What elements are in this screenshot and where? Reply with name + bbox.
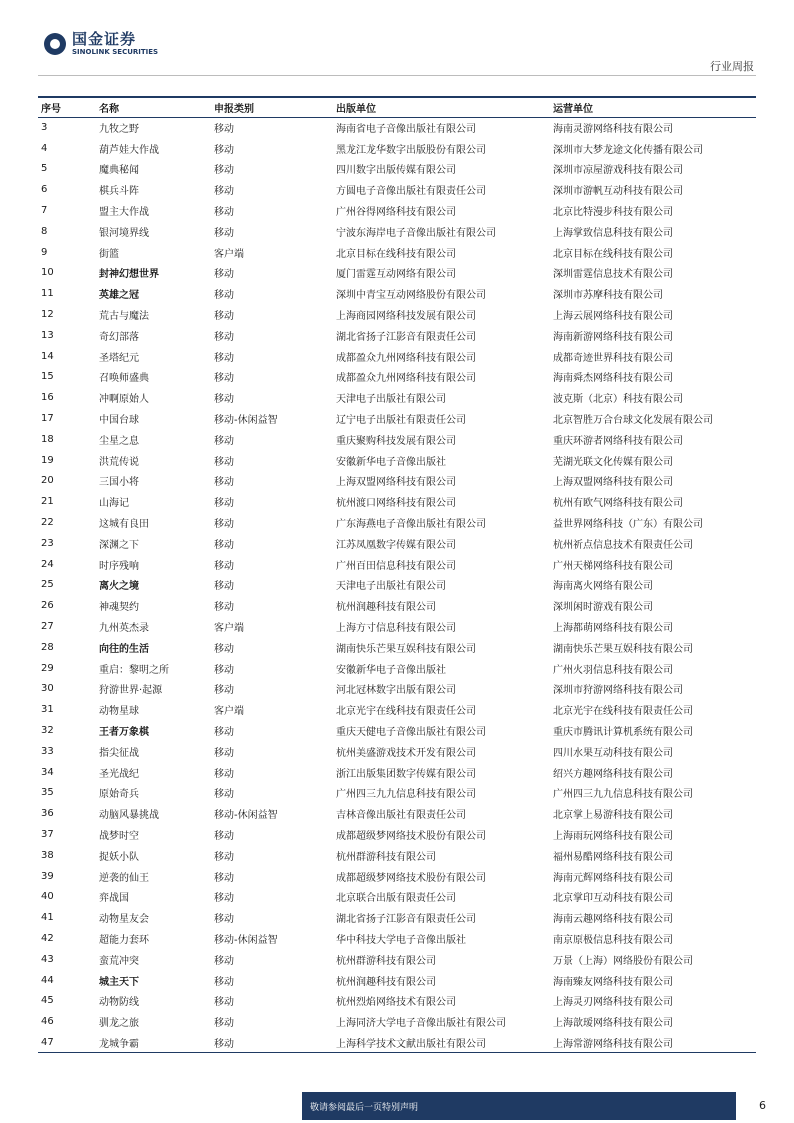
cell-category: 客户端 (214, 623, 244, 635)
cell-publisher: 上海科学技术文献出版社有限公司 (333, 1032, 550, 1053)
cell-publisher: 北京光宇在线科技有限责任公司 (336, 706, 476, 718)
table-row (38, 179, 756, 200)
cell-publisher: 北京联合出版有限责任公司 (336, 893, 456, 905)
cell-name: 尘星之息 (99, 435, 139, 447)
cell-operator: 北京掌上易游科技有限公司 (553, 810, 673, 822)
cell-category: 移动 (214, 768, 234, 780)
column-header-no: 序号 (38, 97, 96, 117)
cell-operator: 绍兴方趣网络科技有限公司 (553, 768, 673, 780)
cell-operator: 深圳市狩游网络科技有限公司 (553, 685, 683, 697)
cell-category: 移动 (214, 144, 234, 156)
cell-operator: 四川水果互动科技有限公司 (553, 747, 673, 759)
cell-category: 移动 (214, 539, 234, 551)
cell-publisher: 浙江出版集团数字传媒有限公司 (336, 768, 476, 780)
cell-name: 向往的生活 (99, 643, 149, 655)
table-row (38, 699, 756, 720)
cell-publisher: 上海商园网络科技发展有限公司 (336, 311, 476, 323)
cell-operator: 深圳闲时游戏有限公司 (553, 602, 653, 614)
cell-publisher: 宁波东海岸电子音像出版社有限公司 (336, 227, 496, 239)
table-body (38, 117, 756, 1053)
table-row (38, 741, 756, 762)
cell-publisher: 深圳中青宝互动网络股份有限公司 (336, 290, 486, 302)
cell-category: 移动 (214, 685, 234, 697)
table-row (38, 720, 756, 741)
cell-name: 盟主大作战 (99, 207, 149, 219)
cell-publisher: 重庆聚购科技发展有限公司 (336, 435, 456, 447)
cell-no: 36 (41, 808, 54, 820)
cell-publisher: 湖南快乐芒果互娱科技有限公司 (336, 643, 476, 655)
table-row (38, 429, 756, 450)
table-row (38, 907, 756, 928)
cell-operator: 北京比特漫步科技有限公司 (553, 207, 673, 219)
cell-name: 封神幻想世界 (99, 269, 159, 281)
cell-no: 22 (41, 517, 54, 529)
cell-publisher: 华中科技大学电子音像出版社 (336, 934, 466, 946)
cell-name: 动脑风暴挑战 (99, 810, 159, 822)
table-row (38, 1011, 756, 1032)
table-row (38, 283, 756, 304)
cell-category: 移动 (214, 435, 234, 447)
cell-no: 41 (41, 912, 54, 924)
cell-operator: 海南云趣网络科技有限公司 (553, 914, 673, 926)
cell-no: 24 (41, 558, 54, 570)
cell-name: 动物星球 (99, 706, 139, 718)
cell-name: 离火之境 (99, 581, 139, 593)
cell-publisher: 天津电子出版社有限公司 (336, 581, 446, 593)
table-row (38, 990, 756, 1011)
table-row (38, 346, 756, 367)
cell-name: 龙城争霸 (96, 1032, 211, 1053)
table-row (38, 949, 756, 970)
cell-operator: 南京原极信息科技有限公司 (553, 934, 673, 946)
table-row (38, 845, 756, 866)
cell-category: 移动 (211, 1032, 333, 1053)
column-header-publisher: 出版单位 (333, 97, 550, 117)
cell-publisher: 成都盈众九州网络科技有限公司 (336, 352, 476, 364)
cell-category: 移动 (214, 311, 234, 323)
cell-no: 9 (41, 246, 48, 258)
cell-publisher: 黑龙江龙华数字出版股份有限公司 (336, 144, 486, 156)
footer-disclaimer-bar (302, 1092, 736, 1120)
cell-category: 移动 (214, 789, 234, 801)
cell-operator: 上海云展网络科技有限公司 (553, 311, 673, 323)
cell-publisher: 杭州渡口网络科技有限公司 (336, 498, 456, 510)
cell-operator: 重庆环游者网络科技有限公司 (553, 435, 683, 447)
cell-name: 原始奇兵 (99, 789, 139, 801)
cell-category: 移动 (214, 581, 234, 593)
cell-operator: 上海灵刃网络科技有限公司 (553, 997, 673, 1009)
table-row (38, 533, 756, 554)
table-row (38, 471, 756, 492)
cell-publisher: 安徽新华电子音像出版社 (336, 456, 446, 468)
cell-no: 46 (41, 1016, 54, 1028)
cell-category: 移动 (214, 747, 234, 759)
table-row (38, 138, 756, 159)
cell-category: 移动 (214, 498, 234, 510)
cell-operator: 上海都萌网络科技有限公司 (553, 623, 673, 635)
cell-operator: 波克斯（北京）科技有限公司 (553, 394, 683, 406)
cell-publisher: 辽宁电子出版社有限责任公司 (336, 415, 466, 427)
cell-category: 移动 (214, 352, 234, 364)
cell-name: 超能力套环 (99, 934, 149, 946)
cell-name: 城主天下 (99, 976, 139, 988)
cell-category: 移动 (214, 165, 234, 177)
cell-name: 深渊之下 (99, 539, 139, 551)
cell-no: 18 (41, 433, 54, 445)
cell-operator: 深圳市游帆互动科技有限公司 (553, 186, 683, 198)
cell-operator: 成都奇迹世界科技有限公司 (553, 352, 673, 364)
table-row (38, 554, 756, 575)
cell-operator: 万景（上海）网络股份有限公司 (553, 955, 693, 967)
cell-category: 移动 (214, 976, 234, 988)
cell-no: 16 (41, 392, 54, 404)
cell-name: 冲啊原始人 (99, 394, 149, 406)
cell-category: 移动 (214, 269, 234, 281)
cell-category: 移动 (214, 664, 234, 676)
cell-category: 移动 (214, 872, 234, 884)
cell-publisher: 广州百田信息科技有限公司 (336, 560, 456, 572)
table-row (38, 325, 756, 346)
cell-no: 29 (41, 662, 54, 674)
cell-operator: 北京目标在线科技有限公司 (553, 248, 673, 260)
cell-publisher: 成都盈众九州网络科技有限公司 (336, 373, 476, 385)
cell-name: 召唤师盛典 (99, 373, 149, 385)
cell-category: 移动 (214, 207, 234, 219)
cell-operator: 海南元辉网络科技有限公司 (553, 872, 673, 884)
cell-name: 弈战国 (99, 893, 129, 905)
cell-category: 移动 (214, 997, 234, 1009)
cell-publisher: 湖北省扬子江影音有限责任公司 (336, 914, 476, 926)
cell-publisher: 上海双盟网络科技有限公司 (336, 477, 456, 489)
table-row (38, 762, 756, 783)
cell-category: 移动 (214, 851, 234, 863)
cell-no: 37 (41, 828, 54, 840)
cell-publisher: 广东海燕电子音像出版社有限公司 (336, 519, 486, 531)
cell-operator: 广州火羽信息科技有限公司 (553, 664, 673, 676)
table-row (38, 679, 756, 700)
cell-operator: 上海常游网络科技有限公司 (550, 1032, 756, 1053)
cell-no: 32 (41, 725, 54, 736)
cell-operator: 深圳市凉屋游戏科技有限公司 (553, 165, 683, 177)
cell-no: 34 (41, 766, 54, 778)
cell-publisher: 上海方寸信息科技有限公司 (336, 623, 456, 635)
cell-operator: 广州天梯网络科技有限公司 (553, 560, 673, 572)
cell-name: 指尖征战 (99, 747, 139, 759)
cell-name: 英雄之冠 (99, 290, 139, 302)
cell-operator: 深圳雷霆信息技术有限公司 (553, 269, 673, 281)
cell-name: 中国台球 (99, 415, 139, 427)
table-row (38, 886, 756, 907)
cell-no: 38 (41, 849, 54, 861)
cell-name: 三国小将 (99, 477, 139, 489)
cell-name: 魔典秘闻 (99, 165, 139, 177)
cell-name: 重启：黎明之所 (99, 664, 169, 676)
logo-en: SINOLINK SECURITIES (72, 48, 159, 56)
table-header-row (38, 97, 756, 117)
cell-operator: 芜湖光联文化传媒有限公司 (553, 456, 673, 468)
cell-category: 移动 (214, 394, 234, 406)
cell-no: 14 (41, 350, 54, 362)
cell-name: 圣光战纪 (99, 768, 139, 780)
cell-operator: 海南舜杰网络科技有限公司 (553, 373, 673, 385)
cell-publisher: 方圆电子音像出版社有限责任公司 (336, 186, 486, 198)
cell-name: 圣塔纪元 (99, 352, 139, 364)
cell-operator: 上海雨玩网络科技有限公司 (553, 830, 673, 842)
header-divider (38, 75, 756, 76)
cell-no: 20 (41, 475, 54, 487)
cell-publisher: 成都超级梦网络技术股份有限公司 (336, 830, 486, 842)
cell-name: 动物防线 (99, 997, 139, 1009)
cell-name: 神魂契约 (99, 602, 139, 614)
cell-operator: 深圳市大梦龙途文化传播有限公司 (553, 144, 703, 156)
cell-publisher: 天津电子出版社有限公司 (336, 394, 446, 406)
cell-no: 30 (41, 683, 54, 695)
cell-no: 26 (41, 600, 54, 612)
cell-category: 客户端 (214, 248, 244, 260)
cell-operator: 上海双盟网络科技有限公司 (553, 477, 673, 489)
cell-no: 3 (41, 122, 48, 134)
table-row (38, 221, 756, 242)
table-row (38, 970, 756, 991)
table-row (38, 1032, 756, 1053)
cell-operator: 海南灵游网络科技有限公司 (553, 124, 673, 136)
cell-no: 39 (41, 870, 54, 882)
cell-category: 移动 (214, 830, 234, 842)
table-row (38, 117, 756, 138)
table-row (38, 824, 756, 845)
cell-no: 11 (41, 288, 54, 300)
cell-publisher: 北京目标在线科技有限公司 (336, 248, 456, 260)
cell-publisher: 四川数字出版传媒有限公司 (336, 165, 456, 177)
table-row (38, 928, 756, 949)
table-row (38, 595, 756, 616)
cell-name: 九牧之野 (99, 124, 139, 136)
cell-no: 43 (41, 953, 54, 965)
cell-operator: 北京光宇在线科技有限责任公司 (553, 706, 693, 718)
cell-no: 21 (41, 496, 54, 508)
cell-category: 移动 (214, 456, 234, 468)
cell-category: 移动 (214, 602, 234, 614)
cell-name: 战梦时空 (99, 830, 139, 842)
table-row (38, 200, 756, 221)
cell-category: 移动 (214, 893, 234, 905)
cell-publisher: 河北冠林数字出版有限公司 (336, 685, 456, 697)
cell-no: 4 (41, 142, 48, 154)
cell-no: 47 (38, 1032, 96, 1053)
cell-name: 蛮荒冲突 (99, 955, 139, 967)
cell-no: 12 (41, 309, 54, 321)
cell-no: 5 (41, 163, 48, 175)
cell-no: 17 (41, 413, 54, 425)
table-row (38, 491, 756, 512)
cell-name: 动物星友会 (99, 914, 149, 926)
cell-category: 移动 (214, 914, 234, 926)
table-row (38, 866, 756, 887)
table-row (38, 783, 756, 804)
cell-publisher: 杭州润趣科技有限公司 (336, 976, 436, 988)
cell-no: 13 (41, 329, 54, 341)
cell-category: 移动 (214, 643, 234, 655)
cell-category: 移动 (214, 331, 234, 343)
cell-publisher: 成都超级梦网络技术股份有限公司 (336, 872, 486, 884)
cell-no: 40 (41, 891, 54, 903)
table-row (38, 304, 756, 325)
cell-name: 奇幻部落 (99, 331, 139, 343)
logo-text (72, 32, 158, 56)
cell-name: 九州英杰录 (99, 623, 149, 635)
cell-category: 移动 (214, 519, 234, 531)
cell-no: 19 (41, 454, 54, 466)
cell-operator: 广州四三九九信息科技有限公司 (553, 789, 693, 801)
cell-publisher: 杭州群游科技有限公司 (336, 851, 436, 863)
table-row (38, 263, 756, 284)
footer-disclaimer: 敬请参阅最后一页特别声明 (310, 1103, 419, 1113)
cell-operator: 益世界网络科技（广东）有限公司 (553, 519, 703, 531)
table-row (38, 450, 756, 471)
cell-name: 逆袭的仙王 (99, 872, 149, 884)
cell-category: 移动 (214, 1018, 234, 1030)
cell-no: 8 (41, 225, 48, 237)
cell-no: 23 (41, 537, 54, 549)
cell-operator: 杭州祈点信息技术有限责任公司 (553, 539, 693, 551)
cell-name: 捉妖小队 (99, 851, 139, 863)
column-header-category: 申报类别 (211, 97, 333, 117)
table-row (38, 616, 756, 637)
cell-no: 6 (41, 184, 48, 196)
page-number: 6 (759, 1099, 766, 1112)
cell-name: 王者万象棋 (99, 727, 149, 738)
table-row (38, 512, 756, 533)
cell-category: 移动 (214, 955, 234, 967)
cell-no: 42 (41, 932, 54, 944)
cell-publisher: 广州四三九九信息科技有限公司 (336, 789, 476, 801)
cell-category: 客户端 (214, 706, 244, 718)
cell-no: 44 (41, 974, 54, 986)
cell-no: 35 (41, 787, 54, 799)
cell-no: 33 (41, 745, 54, 757)
cell-no: 28 (41, 641, 54, 653)
cell-name: 山海记 (99, 498, 129, 510)
table-row (38, 387, 756, 408)
cell-category: 移动 (214, 290, 234, 302)
table-row (38, 803, 756, 824)
logo-cn: 国金证券 (72, 30, 137, 48)
table-row (38, 575, 756, 596)
cell-no: 10 (41, 267, 54, 279)
cell-publisher: 广州谷得网络科技有限公司 (336, 207, 456, 219)
cell-name: 这城有良田 (99, 519, 149, 531)
cell-category: 移动 (214, 727, 234, 738)
cell-no: 45 (41, 995, 54, 1007)
cell-operator: 深圳市苏摩科技有限公司 (553, 290, 663, 302)
cell-name: 棋兵斗阵 (99, 186, 139, 198)
cell-name: 驯龙之旅 (99, 1018, 139, 1030)
cell-operator: 上海歆瑷网络科技有限公司 (553, 1018, 673, 1030)
cell-category: 移动 (214, 560, 234, 572)
logo-mark-icon (44, 33, 66, 55)
table-row (38, 658, 756, 679)
company-logo (44, 32, 158, 56)
cell-publisher: 海南省电子音像出版社有限公司 (336, 124, 476, 136)
cell-publisher: 杭州群游科技有限公司 (336, 955, 436, 967)
cell-category: 移动-休闲益智 (214, 415, 278, 427)
column-header-name: 名称 (96, 97, 211, 117)
cell-no: 27 (41, 621, 54, 633)
cell-category: 移动 (214, 373, 234, 385)
cell-publisher: 上海同济大学电子音像出版社有限公司 (336, 1018, 506, 1030)
cell-category: 移动 (214, 186, 234, 198)
cell-no: 7 (41, 205, 48, 217)
cell-category: 移动 (214, 477, 234, 489)
cell-name: 银河境界线 (99, 227, 149, 239)
cell-operator: 北京智胜万合台球文化发展有限公司 (553, 415, 713, 427)
cell-name: 葫芦娃大作战 (99, 144, 159, 156)
cell-operator: 上海掌致信息科技有限公司 (553, 227, 673, 239)
cell-operator: 杭州有欧气网络科技有限公司 (553, 498, 683, 510)
cell-operator: 湖南快乐芒果互娱科技有限公司 (553, 643, 693, 655)
cell-category: 移动 (214, 124, 234, 136)
table-row (38, 159, 756, 180)
cell-publisher: 湖北省扬子江影音有限责任公司 (336, 331, 476, 343)
cell-operator: 海南臻友网络科技有限公司 (553, 976, 673, 988)
cell-publisher: 安徽新华电子音像出版社 (336, 664, 446, 676)
cell-operator: 海南新游网络科技有限公司 (553, 331, 673, 343)
column-header-operator: 运营单位 (550, 97, 756, 117)
cell-operator: 北京掌印互动科技有限公司 (553, 893, 673, 905)
cell-name: 时序残响 (99, 560, 139, 572)
cell-operator: 海南离火网络有限公司 (553, 581, 653, 593)
cell-publisher: 杭州美盛游戏技术开发有限公司 (336, 747, 476, 759)
cell-publisher: 江苏凤凰数字传媒有限公司 (336, 539, 456, 551)
table-row (38, 242, 756, 263)
table-row (38, 367, 756, 388)
cell-category: 移动-休闲益智 (214, 934, 278, 946)
cell-no: 31 (41, 704, 54, 716)
report-type: 行业周报 (710, 60, 754, 73)
cell-publisher: 杭州润趣科技有限公司 (336, 602, 436, 614)
table-row (38, 408, 756, 429)
game-license-table (38, 96, 756, 1053)
cell-publisher: 杭州烈焰网络技术有限公司 (336, 997, 456, 1009)
cell-publisher: 厦门雷霆互动网络有限公司 (336, 269, 456, 281)
cell-name: 狩游世界·起源 (99, 685, 163, 697)
cell-operator: 福州易酷网络科技有限公司 (553, 851, 673, 863)
cell-no: 15 (41, 371, 54, 383)
cell-category: 移动-休闲益智 (214, 810, 278, 822)
cell-operator: 重庆市腾讯计算机系统有限公司 (553, 727, 693, 738)
cell-name: 荒古与魔法 (99, 311, 149, 323)
cell-category: 移动 (214, 227, 234, 239)
table-row (38, 637, 756, 658)
cell-publisher: 吉林音像出版社有限责任公司 (336, 810, 466, 822)
cell-no: 25 (41, 579, 54, 591)
cell-name: 街篮 (99, 248, 119, 260)
cell-name: 洪荒传说 (99, 456, 139, 468)
cell-publisher: 重庆天健电子音像出版社有限公司 (336, 727, 486, 738)
